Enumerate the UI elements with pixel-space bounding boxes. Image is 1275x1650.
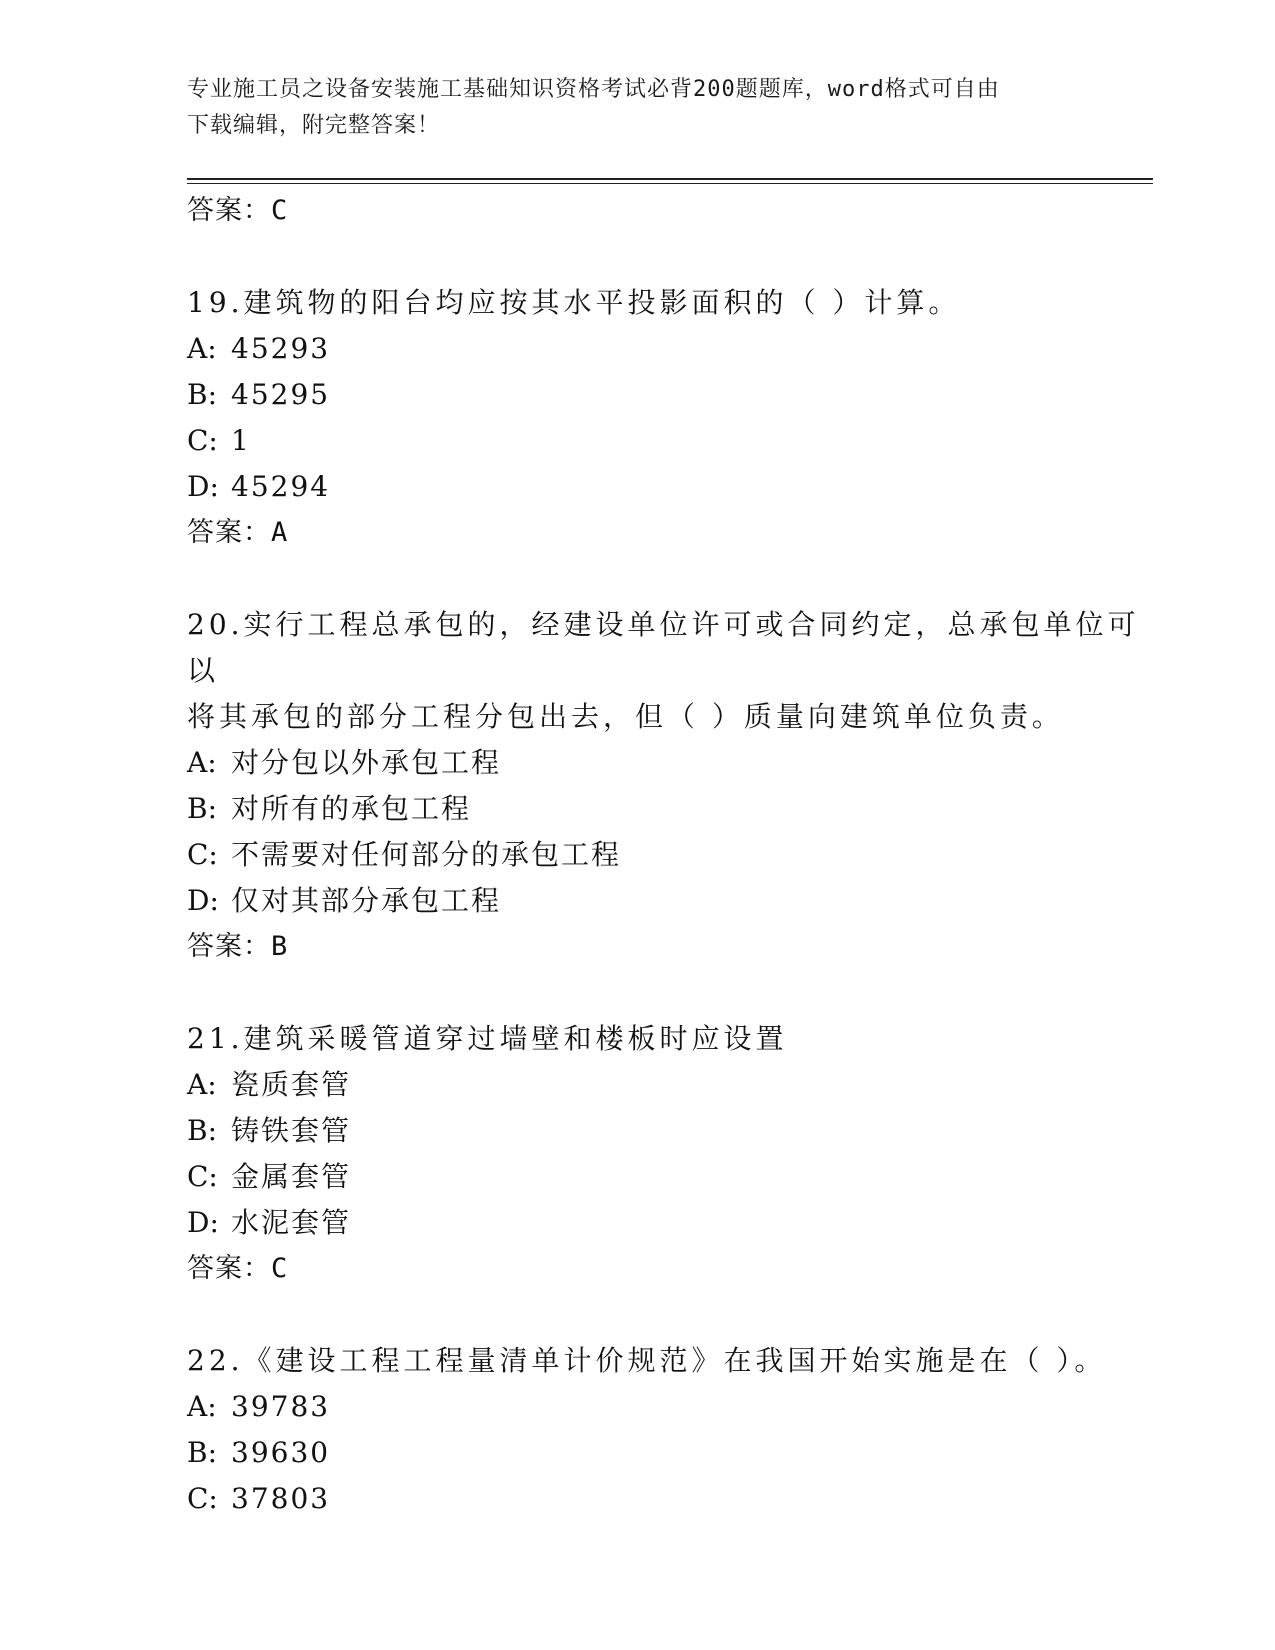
option-b bbox=[187, 786, 1153, 832]
option-b bbox=[187, 1108, 1153, 1154]
option-letter: A: bbox=[187, 1068, 217, 1101]
option-c bbox=[187, 1476, 1153, 1522]
header-line-1: 专业施工员之设备安装施工基础知识资格考试必背200题题库，word格式可自由 bbox=[187, 77, 1000, 102]
option-text: 仅对其部分承包工程 bbox=[231, 884, 502, 917]
option-text: 对分包以外承包工程 bbox=[231, 746, 502, 779]
question-21 bbox=[187, 1016, 1153, 1292]
option-text: 45294 bbox=[231, 470, 331, 503]
option-c bbox=[187, 1154, 1153, 1200]
answer-line bbox=[187, 188, 1153, 234]
question-stem: 22.《建设工程工程量清单计价规范》在我国开始实施是在（ ）。 bbox=[187, 1344, 1107, 1377]
option-letter: C: bbox=[187, 838, 218, 871]
option-text: 1 bbox=[231, 424, 251, 457]
question-stem: 21.建筑采暖管道穿过墙壁和楼板时应设置 bbox=[187, 1022, 788, 1055]
question-20 bbox=[187, 602, 1153, 970]
answer-value: A bbox=[271, 517, 289, 548]
header-line-2: 下载编辑，附完整答案！ bbox=[187, 113, 441, 138]
question-stem: 20.实行工程总承包的，经建设单位许可或合同约定，总承包单位可以 bbox=[187, 608, 1140, 687]
option-a bbox=[187, 740, 1153, 786]
question-19 bbox=[187, 280, 1153, 556]
option-letter: A: bbox=[187, 332, 217, 365]
answer-prefix: 答案： bbox=[187, 195, 271, 226]
option-a bbox=[187, 1384, 1153, 1430]
option-letter: D: bbox=[187, 884, 219, 917]
option-letter: B: bbox=[187, 792, 218, 825]
answer-value: B bbox=[271, 931, 289, 962]
option-a bbox=[187, 1062, 1153, 1108]
spacer bbox=[187, 1292, 1153, 1338]
option-d bbox=[187, 464, 1153, 510]
option-text: 39630 bbox=[231, 1436, 331, 1469]
option-letter: A: bbox=[187, 746, 217, 779]
option-letter: B: bbox=[187, 1114, 218, 1147]
option-text: 金属套管 bbox=[231, 1160, 352, 1193]
option-letter: C: bbox=[187, 1482, 218, 1515]
option-c bbox=[187, 418, 1153, 464]
answer-prefix: 答案： bbox=[187, 1253, 271, 1284]
option-text: 水泥套管 bbox=[231, 1206, 352, 1239]
option-letter: A: bbox=[187, 1390, 217, 1423]
option-text: 不需要对任何部分的承包工程 bbox=[231, 838, 622, 871]
answer-line bbox=[187, 510, 1153, 556]
question-list bbox=[187, 188, 1153, 1522]
answer-prefix: 答案： bbox=[187, 517, 271, 548]
spacer bbox=[187, 970, 1153, 1016]
answer-value: C bbox=[271, 195, 289, 226]
header-rule bbox=[187, 178, 1153, 184]
question-stem: 将其承包的部分工程分包出去，但（ ）质量向建筑单位负责。 bbox=[187, 700, 1064, 733]
option-c bbox=[187, 832, 1153, 878]
question-22 bbox=[187, 1338, 1153, 1522]
option-text: 瓷质套管 bbox=[231, 1068, 352, 1101]
option-text: 45295 bbox=[231, 378, 331, 411]
option-a bbox=[187, 326, 1153, 372]
answer-prefix: 答案： bbox=[187, 931, 271, 962]
option-letter: C: bbox=[187, 424, 218, 457]
spacer bbox=[187, 234, 1153, 280]
option-text: 45293 bbox=[231, 332, 331, 365]
option-letter: D: bbox=[187, 470, 219, 503]
option-letter: C: bbox=[187, 1160, 218, 1193]
option-letter: D: bbox=[187, 1206, 219, 1239]
answer-line bbox=[187, 1246, 1153, 1292]
option-text: 对所有的承包工程 bbox=[231, 792, 472, 825]
option-b bbox=[187, 1430, 1153, 1476]
document-header bbox=[187, 72, 1067, 144]
answer-value: C bbox=[271, 1253, 289, 1284]
option-text: 39783 bbox=[231, 1390, 331, 1423]
option-d bbox=[187, 878, 1153, 924]
answer-line bbox=[187, 924, 1153, 970]
spacer bbox=[187, 556, 1153, 602]
question-stem: 19.建筑物的阳台均应按其水平投影面积的（ ）计算。 bbox=[187, 286, 961, 319]
option-b bbox=[187, 372, 1153, 418]
option-text: 铸铁套管 bbox=[231, 1114, 352, 1147]
option-letter: B: bbox=[187, 1436, 218, 1469]
option-d bbox=[187, 1200, 1153, 1246]
option-letter: B: bbox=[187, 378, 218, 411]
option-text: 37803 bbox=[231, 1482, 331, 1515]
